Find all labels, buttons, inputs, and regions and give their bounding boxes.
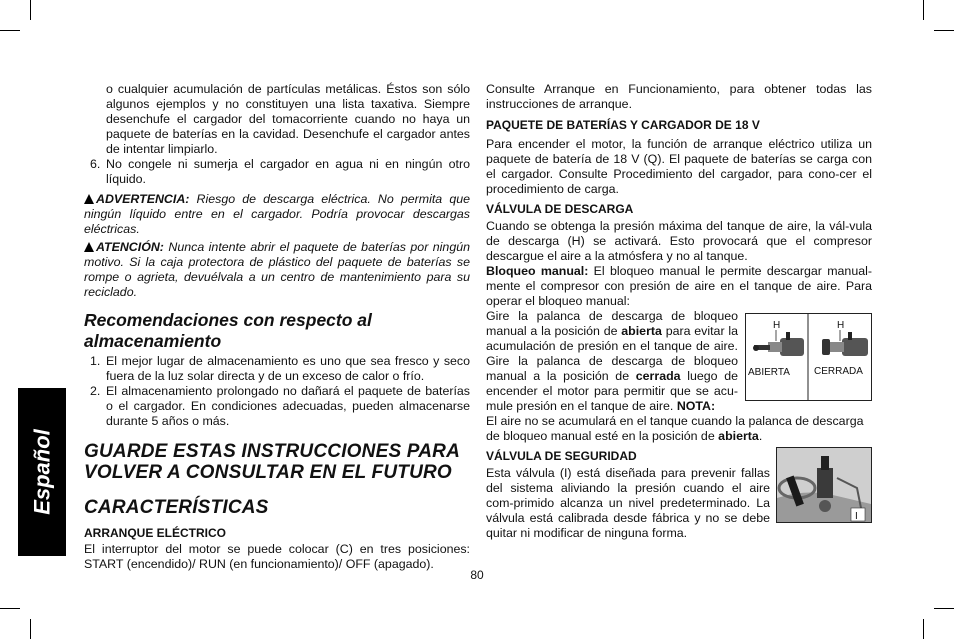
safety-valve-illustration [777,448,871,522]
open-valve-drawing [753,330,804,356]
electric-start-text: El interruptor del motor se puede colocar (C) en tres posiciones: START (encendido)/ RUN (en funcionamiento)/ OFF (apagado). [84,542,470,571]
crop-mark [0,608,20,609]
open-position: abierta [718,429,759,443]
list-item [84,354,470,384]
startup-intro: Consulte Arranque en Funcionamiento, para obtener todas las instrucciones de arranque. [486,82,872,111]
safety-valve-figure [776,447,872,523]
caution-note [84,240,470,300]
list-item-text: El almacenamiento prolongado no dañará el paquete de baterías o el cargador. En condiciones adecuadas, pueden almacenarse durante 5 años o más. [106,384,470,428]
list-item [84,157,470,187]
closed-position: cerrada [635,369,681,383]
list-item-number: 1. [90,354,101,368]
lever-text: Gire la palanca de descarga de bloqueo manual a la posición de [486,309,738,338]
note-end: . [758,429,763,443]
drain-valve-heading: VÁLVULA DE DESCARGA [486,202,634,216]
caution-label: ATENCIÓN: [96,240,164,254]
crop-mark [934,30,954,31]
left-column [84,82,470,572]
manual-lock-para [486,264,872,309]
warning-triangle-icon [84,242,94,252]
closed-caption: CERRADA [814,366,863,377]
note-text: El aire no se acumulará en el tanque cuando la palanca de descarga de bloqueo manual esté en la posición de [486,414,864,443]
crop-mark [30,0,31,20]
crop-mark [0,30,20,31]
list-item [84,82,470,157]
lever-text: luego de encender el motor para permitir que se acu-mule presión en el tanque de aire. [486,369,738,413]
crop-mark [923,619,924,639]
list-item-number: 2. [90,384,101,398]
list-item-text: No congele ni sumerja el cargador en agua ni en ningún otro líquido. [106,157,470,186]
safety-valve-heading: VÁLVULA DE SEGURIDAD [486,449,637,463]
list-item-text: El mejor lugar de almacenamiento es uno que sea fresco y seco fuera de la luz solar directa y de un exceso de calor o frío. [106,354,470,383]
storage-heading: Recomendaciones con respecto al almacenamiento [84,310,372,351]
valve-label-right: H [837,320,845,331]
charger-safety-list [84,82,470,187]
manual-lock-label: Bloqueo manual: [486,264,589,278]
battery-heading: PAQUETE DE BATERÍAS Y CARGADOR DE 18 V [486,118,760,132]
language-tab [18,388,66,556]
lever-text: para evitar la acumulación de presión en el tanque de aire. Gire la palanca de descarga de bloqueo manual a la posición de [486,324,738,383]
page-number: 80 [470,568,484,582]
list-item [84,384,470,429]
drain-valve-text: Cuando se obtenga la presión máxima del tanque de aire, la vál-vula de descarga (H) se activará. Esto provocará que el compresor descargue el aire a la atmósfera y no al tanque. [486,219,872,263]
crop-mark [934,608,954,609]
manual-lock-text: El bloqueo manual le permite descargar manual-mente el compresor con presión de aire en el tanque de aire. Para operar el bloqueo manual: [486,264,872,308]
open-caption: ABIERTA [748,367,790,378]
warning-triangle-icon [84,194,94,204]
safety-valve-letter: I [855,511,858,522]
battery-text: Para encender el motor, la función de arranque eléctrico utiliza un paquete de batería de 18 V (Q). El paquete de baterías se carga con el cargador. Consulte Procedimiento del cargador, para cono-cer el procedimiento de carga. [486,137,872,196]
crop-mark [923,0,924,20]
lever-instructions [486,309,738,414]
list-item-number: 6. [90,157,101,171]
drain-valve-illustration [746,314,871,400]
warning-label: ADVERTENCIA: [96,192,190,206]
features-heading: CARACTERÍSTICAS [84,497,269,518]
note-para [486,414,872,444]
caution-text: Nunca intente abrir el paquete de baterías por ningún motivo. Si la caja protectora de plástico del paquete de baterías se rompe o agrieta, devuélvala a un centro de mantenimiento para su reciclado. [84,240,470,299]
valve-label-left: H [773,320,781,331]
save-instructions-heading: GUARDE ESTAS INSTRUCCIONES PARA VOLVER A CONSULTAR EN EL FUTURO [84,441,460,483]
warning-text: Riesgo de descarga eléctrica. No permita que ningún líquido entre en el cargador. Podría provocar descargas eléctricas. [84,192,470,236]
closed-valve-drawing [822,330,868,356]
crop-mark [30,619,31,639]
open-position: abierta [621,324,662,338]
electric-start-heading: ARRANQUE ELÉCTRICO [84,526,227,540]
list-item-text: o cualquier acumulación de partículas metálicas. Éstos son sólo algunos ejemplos y no constituyen una lista taxativa. Siempre desenchufe el cargador del tomacorriente cuando no haya un paquete de baterías en la cavidad. Desenchufe el cargador antes de intentar limpiarlo. [106,82,470,156]
warning-note [84,192,470,237]
safety-valve-text: Esta válvula (I) está diseñada para prevenir fallas del sistema aliviando la presión cuando el aire com-primido alcanza un nivel predeterminado. La válvula está calibrada desde fábrica y no se debe quitar ni modificar de ninguna forma. [486,466,770,540]
storage-list [84,354,470,429]
note-label: NOTA: [676,399,716,413]
language-tab-label: Español [29,429,55,515]
drain-valve-figure [745,313,872,401]
